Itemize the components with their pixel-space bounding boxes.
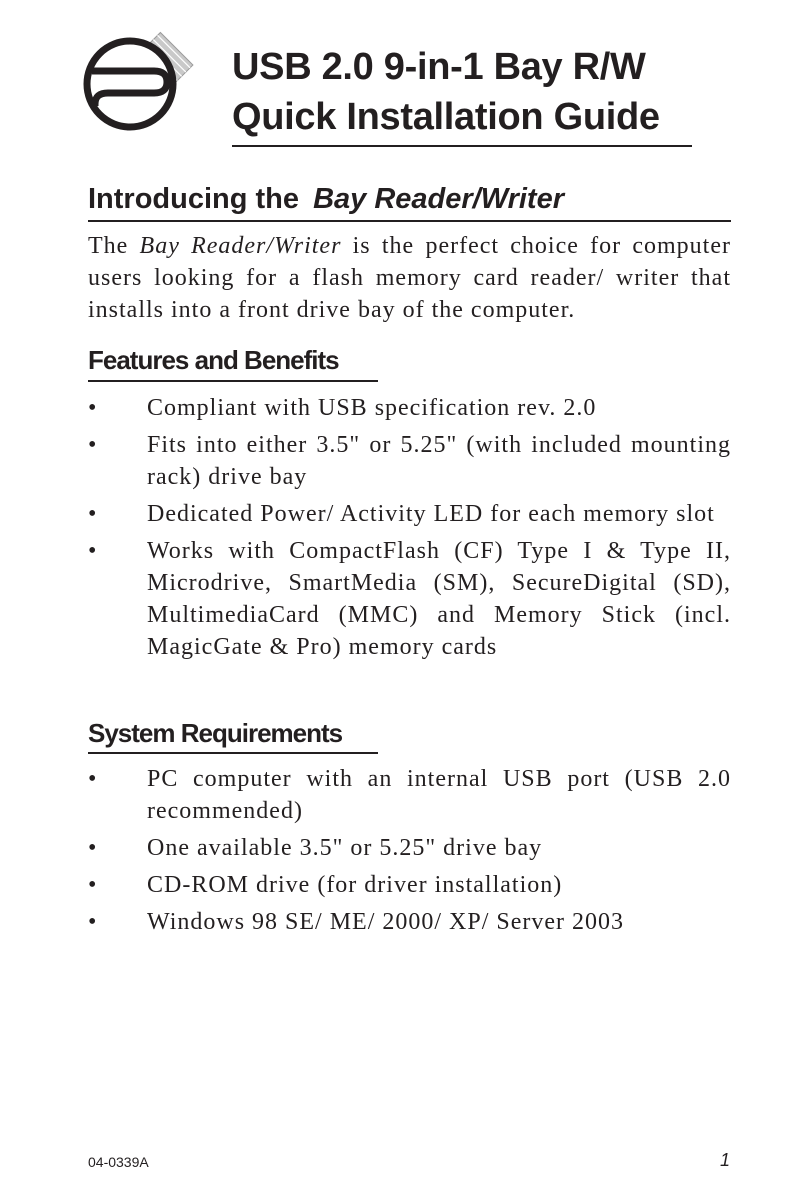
intro-heading-prefix: Introducing the	[88, 183, 300, 215]
intro-para-start: The	[88, 233, 140, 259]
list-item	[88, 832, 731, 864]
document-title	[232, 42, 692, 142]
features-heading-underline	[88, 380, 378, 382]
features-heading: Features and Benefits	[88, 345, 339, 375]
bullet: •	[88, 395, 98, 421]
list-item	[88, 498, 731, 530]
bullet: •	[88, 432, 98, 458]
list-item	[88, 429, 731, 493]
system-requirements-list	[88, 763, 731, 943]
bullet: •	[88, 909, 98, 935]
title-underline	[232, 145, 692, 147]
intro-para-rest: is the perfect choice for computer users looking for a flash memory card reader/ writer that installs into a front drive bay of the computer.	[88, 233, 731, 323]
page-number: 1	[719, 1150, 730, 1170]
list-item	[88, 763, 731, 827]
document-code: 04-0339A	[88, 1154, 149, 1170]
bullet: •	[88, 501, 98, 527]
siig-logo-icon	[70, 16, 210, 146]
list-item-text: Windows 98 SE/ ME/ 2000/ XP/ Server 2003	[147, 909, 625, 935]
list-item-text: Compliant with USB specification rev. 2.0	[147, 395, 597, 421]
list-item	[88, 906, 731, 938]
list-item-text: PC computer with an internal USB port (USB 2.0 recommended)	[147, 766, 731, 824]
bullet: •	[88, 872, 98, 898]
list-item-text: CD-ROM drive (for driver installation)	[147, 872, 563, 898]
list-item-text: Works with CompactFlash (CF) Type I & Type II, Microdrive, SmartMedia (SM), SecureDigital (SD), MultimediaCard (MMC) and Memory Stick (incl. MagicGate & Pro) memory cards	[147, 538, 731, 660]
system-requirements-heading-underline	[88, 752, 378, 754]
bullet: •	[88, 766, 98, 792]
system-requirements-heading: System Requirements	[88, 718, 343, 748]
intro-heading	[88, 180, 564, 218]
features-list	[88, 392, 731, 668]
list-item	[88, 392, 731, 424]
intro-heading-product: Bay Reader/Writer	[313, 183, 564, 215]
list-item	[88, 535, 731, 663]
intro-paragraph	[88, 230, 731, 326]
list-item	[88, 869, 731, 901]
list-item-text: Fits into either 3.5" or 5.25" (with included mounting rack) drive bay	[147, 432, 731, 490]
intro-para-product: Bay Reader/Writer	[139, 233, 342, 259]
bullet: •	[88, 538, 98, 564]
list-item-text: Dedicated Power/ Activity LED for each memory slot	[147, 501, 715, 527]
intro-heading-underline	[88, 220, 731, 222]
title-line-2: Quick Installation Guide	[232, 96, 660, 138]
title-line-1: USB 2.0 9-in-1 Bay R/W	[232, 46, 646, 88]
list-item-text: One available 3.5" or 5.25" drive bay	[147, 835, 543, 861]
bullet: •	[88, 835, 98, 861]
